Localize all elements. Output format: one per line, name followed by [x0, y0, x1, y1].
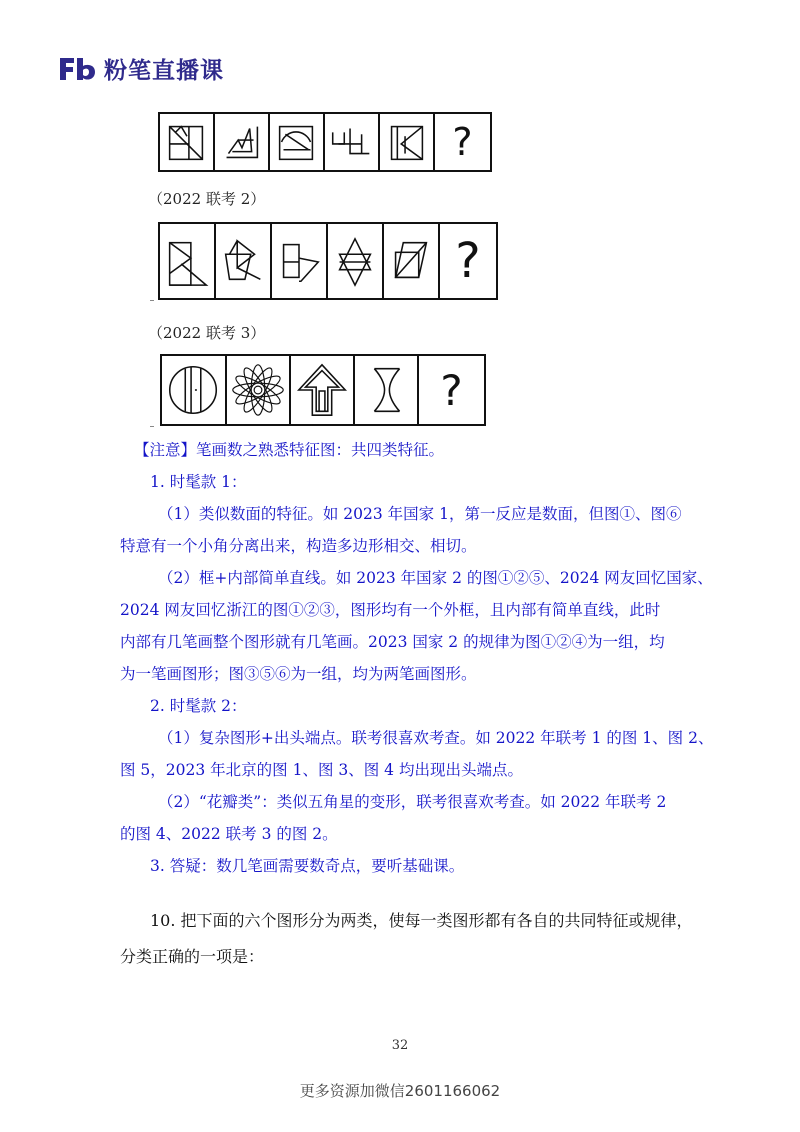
note-line: 为一笔画图形；图③⑤⑥为一组，均为两笔画图形。 [120, 665, 477, 683]
note-line: 2. 时髦款 2： [150, 697, 247, 715]
note-line: （2）“花瓣类”：类似五角星的变形，联考很喜欢考查。如 2022 年联考 2 [158, 793, 667, 811]
figure-cell [215, 114, 270, 170]
question-text-line-1: 10. 把下面的六个图形分为两类，使每一类图形都有各自的共同特征或规律， [150, 911, 693, 930]
figure-cell [160, 114, 215, 170]
hourglass-figure-icon [355, 356, 417, 424]
figure-cell [384, 224, 440, 298]
figure-cell [227, 356, 291, 424]
question-cell [419, 356, 484, 424]
puzzle-strip-2 [158, 222, 498, 300]
line-figure-icon [272, 224, 326, 298]
line-figure-icon [380, 114, 433, 170]
flower-figure-icon [227, 356, 289, 424]
line-figure-icon [384, 224, 438, 298]
question-mark: ? [455, 233, 481, 289]
note-line: 3. 答疑：数几笔画需要数奇点，要听基础课。 [150, 857, 465, 875]
brand-logo [58, 52, 224, 85]
figure-cell [160, 224, 216, 298]
line-figure-icon [215, 114, 268, 170]
question-mark: ? [440, 365, 463, 415]
line-figure-icon [216, 224, 270, 298]
line-figure-icon [270, 114, 323, 170]
puzzle-strip-3 [160, 354, 486, 426]
figure-cell [162, 356, 227, 424]
puzzle-strip-1 [158, 112, 492, 172]
line-figure-icon [160, 114, 213, 170]
puzzle-caption-3: （2022 联考 3） [148, 324, 266, 342]
figure-cell [328, 224, 384, 298]
note-line: 的图 4、2022 联考 3 的图 2。 [120, 825, 338, 843]
note-line: 内部有几笔画整个图形就有几笔画。2023 国家 2 的规律为图①②④为一组，均 [120, 633, 665, 651]
figure-cell [325, 114, 380, 170]
line-figure-icon [160, 224, 214, 298]
question-cell [435, 114, 490, 170]
note-line: （2）框+内部简单直线。如 2023 年国家 2 的图①②⑤、2024 网友回忆国家、 [158, 569, 713, 587]
page-number: 32 [391, 1038, 409, 1053]
note-line: 图 5，2023 年北京的图 1、图 3、图 4 均出现出头端点。 [120, 761, 523, 779]
question-mark: ? [452, 120, 473, 164]
brand-name: 粉笔直播课 [104, 58, 224, 84]
question-text-line-2: 分类正确的一项是： [120, 947, 265, 966]
fenbi-logo-icon [58, 56, 98, 82]
note-line: （1）类似数面的特征。如 2023 年国家 1，第一反应是数面，但图①、图⑥ [158, 505, 682, 523]
figure-cell [270, 114, 325, 170]
note-line: 特意有一个小角分离出来，构造多边形相交、相切。 [120, 537, 477, 555]
star-figure-icon [328, 224, 382, 298]
note-heading: 【注意】笔画数之熟悉特征图：共四类特征。 [134, 441, 445, 459]
figure-cell [291, 356, 355, 424]
puzzle-caption-2: （2022 联考 2） [148, 190, 266, 208]
line-figure-icon [325, 114, 378, 170]
figure-cell [272, 224, 328, 298]
arrow-figure-icon [291, 356, 353, 424]
note-line: （1）复杂图形+出头端点。联考很喜欢考查。如 2022 年联考 1 的图 1、图 2、 [158, 729, 714, 747]
figure-cell [380, 114, 435, 170]
note-line: 1. 时髦款 1： [150, 473, 247, 491]
figure-cell [216, 224, 272, 298]
footer-text: 更多资源加微信2601166062 [299, 1082, 501, 1100]
note-line: 2024 网友回忆浙江的图①②③，图形均有一个外框，且内部有简单直线，此时 [120, 601, 661, 619]
question-cell [440, 224, 496, 298]
circle-figure-icon [162, 356, 225, 424]
figure-cell [355, 356, 419, 424]
